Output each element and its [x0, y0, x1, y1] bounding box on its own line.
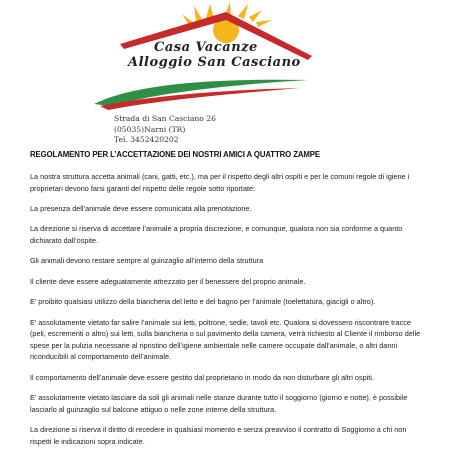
document-title: REGOLAMENTO PER L’ACCETTAZIONE DEI NOSTRI AMICI A QUATTRO ZAMPE — [30, 150, 320, 159]
rules-list — [30, 171, 425, 456]
logo — [90, 0, 320, 110]
paragraph-intro: La nostra struttura accetta animali (cani, gatti, etc.), ma per il rispetto degli altri ospiti e per le comuni regole di igiene i proprietari devono farsi garanti del rispetto delle regole sotto riportate: — [30, 172, 410, 193]
paragraph-rule: E’ assolutamente vietato far salire l’animale sui letti, poltrone, sedie, tavoli etc. Qualora si dovessero riscontrare tracce (peli, escrementi o altro) sui letti, sulla biancheria o sul pavimento della camera, verrà richiesto al Cliente il rimborso delle spese per la pulizia necessarie al ripristino dell’igiene ambientale nelle camere occupate dall’animale, o altri danni riconducibili al comportamento dell’animale. — [30, 317, 421, 362]
brand-name-line1: Casa Vacanze — [154, 40, 258, 55]
paragraph-closing: La direzione si riserva il diritto di recedere in qualsiasi momento e senza preavviso il contratto di Soggiorno a chi non rispetti le indicazioni sopra indicate. — [30, 425, 407, 446]
paragraph-rule: Il comportamento dell’animale deve essere gestito dal proprietario in modo da non disturbare gli altri ospiti. — [30, 372, 374, 382]
paragraph-rule: La presenza dell’animale deve essere comunicata alla prenotazione. — [30, 203, 252, 213]
paragraph-rule: Il cliente deve essere adeguatamente attrezzato per il benessere del proprio animale. — [30, 276, 306, 286]
address-block — [114, 114, 216, 146]
address-phone: Tel. 3452420202 — [114, 135, 179, 144]
brand-name-line2: Alloggio San Casciano — [128, 55, 301, 70]
address-city: (05035)Narni (TR) — [114, 124, 186, 134]
paragraph-rule: La direzione si riserva di accettare l’animale a propria discrezione, e comunque, qualora non sia conforme a quanto dichiarato dall’ospite. — [30, 224, 403, 245]
paragraph-rule: E’ assolutamente vietato lasciare da soli gli animali nelle stanze durante tutto il soggiorno (giorno e notte), è possibile lasciarlo al guinzaglio sul balcone attiguo o nelle zone interne della struttura. — [30, 393, 408, 414]
paragraph-rule: Gli animali devono restare sempre al guinzaglio all’interno della struttura — [30, 256, 264, 266]
paragraph-rule: E’ proibito qualsiasi utilizzo della biancheria del letto e del bagno per l’animale (toelettatura, giacigli o altro). — [30, 297, 376, 307]
address-street: Strada di San Casciano 26 — [114, 114, 216, 123]
